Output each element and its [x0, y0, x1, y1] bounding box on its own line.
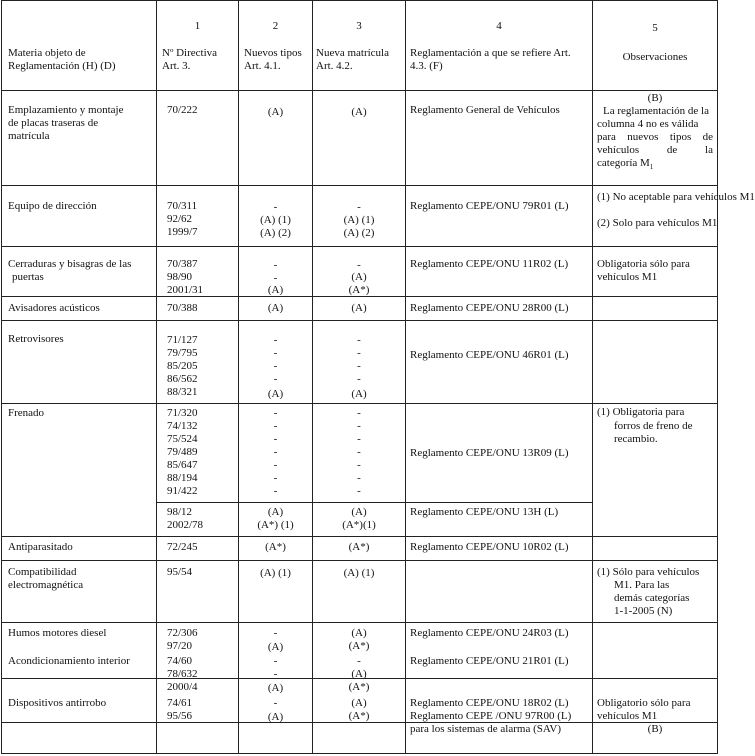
- column-number-4: 4: [496, 20, 502, 32]
- materia-line: Cerraduras y bisagras de las: [8, 258, 132, 270]
- materia-line: Avisadores acústicos: [8, 302, 100, 314]
- directiva-value: 2000/4: [167, 681, 198, 693]
- materia-line: Antiparasitado: [8, 541, 73, 553]
- nuevos-tipos-value: -: [273, 655, 278, 667]
- nuevos-tipos-value: -: [273, 272, 278, 284]
- header-line: Art. 3.: [162, 60, 191, 72]
- nuevos-tipos-value: -: [273, 433, 278, 445]
- nuevos-tipos-value: -: [273, 472, 278, 484]
- directiva-value: 71/127: [167, 334, 198, 346]
- directiva-value: 1999/7: [167, 226, 198, 238]
- nueva-matricula-value: (A*): [348, 681, 370, 693]
- nueva-matricula-value: -: [357, 360, 361, 372]
- nueva-matricula-value: (A): [351, 302, 367, 314]
- nuevos-tipos-value: (A): [267, 711, 284, 723]
- materia-line: Emplazamiento y montaje: [8, 104, 124, 116]
- directiva-value: 98/12: [167, 506, 193, 518]
- nueva-matricula-value: -: [357, 655, 361, 667]
- nueva-matricula-value: -: [357, 201, 361, 213]
- nueva-matricula-value: (A*): [348, 541, 370, 553]
- directiva-value: 2002/78: [167, 519, 204, 531]
- directiva-value: 91/422: [167, 485, 198, 497]
- directiva-value: 70/387: [167, 258, 198, 270]
- observacion-line: 1-1-2005 (N): [614, 605, 673, 617]
- nueva-matricula-value: (A*): [348, 640, 370, 652]
- column-number-5: 5: [652, 22, 658, 34]
- reglamento-value: Reglamento CEPE/ONU 21R01 (L): [410, 655, 569, 667]
- nuevos-tipos-value: -: [273, 334, 278, 346]
- nuevos-tipos-value: (A) (2): [260, 227, 291, 239]
- observacion-line: (2) Solo para vehículos M1: [597, 217, 718, 229]
- nuevos-tipos-value: -: [273, 446, 278, 458]
- observacion-line: M1. Para las: [614, 579, 670, 591]
- nuevos-tipos-value: (A): [267, 302, 284, 314]
- directiva-value: 88/321: [167, 386, 198, 398]
- materia-line: Humos motores diesel: [8, 627, 107, 639]
- nueva-matricula-value: -: [357, 446, 361, 458]
- reglamento-value: Reglamento CEPE/ONU 13R09 (L): [410, 447, 569, 459]
- observacion-line: vehículos M1: [597, 710, 658, 722]
- directiva-value: 97/20: [167, 640, 193, 652]
- nuevos-tipos-value: (A): [267, 506, 284, 518]
- nueva-matricula-value: (A): [351, 106, 367, 118]
- observacion-line: columna 4 no es válida: [597, 118, 699, 130]
- nuevos-tipos-value: (A): [267, 284, 284, 296]
- directiva-value: 72/245: [167, 541, 198, 553]
- observacion-line: vehículos M1: [597, 271, 658, 283]
- nueva-matricula-value: -: [357, 347, 361, 359]
- directiva-value: 92/62: [167, 213, 193, 225]
- nuevos-tipos-value: -: [273, 668, 278, 680]
- materia-line: Acondicionamiento interior: [8, 655, 130, 667]
- nueva-matricula-value: -: [357, 373, 361, 385]
- header-line: Reglamentación a que se refiere Art.: [410, 47, 571, 59]
- nueva-matricula-value: (A): [351, 271, 367, 283]
- observacion-line: [597, 157, 653, 170]
- directiva-value: 95/56: [167, 710, 193, 722]
- nuevos-tipos-value: -: [273, 259, 278, 271]
- materia-line: matrícula: [8, 130, 50, 142]
- materia-line: Frenado: [8, 407, 45, 419]
- materia-line: electromagnética: [8, 579, 84, 591]
- nueva-matricula-value: (A): [351, 506, 367, 518]
- nueva-matricula-value: (A): [351, 668, 367, 680]
- header-line: Nueva matrícula: [316, 47, 389, 59]
- reglamento-value: Reglamento CEPE/ONU 11R02 (L): [410, 258, 569, 270]
- nuevos-tipos-value: -: [273, 201, 278, 213]
- observacion-line: para nuevos tipos de: [597, 131, 713, 143]
- directiva-value: 98/90: [167, 271, 193, 283]
- header-line: Art. 4.1.: [244, 60, 281, 72]
- observacion-line: (1) Obligatoria para: [597, 406, 685, 418]
- header-line: Nº Directiva: [162, 47, 218, 59]
- directiva-value: 85/205: [167, 360, 198, 372]
- observacion-line: (B): [647, 723, 663, 735]
- materia-line: de placas traseras de: [8, 117, 99, 129]
- reglamento-value: para los sistemas de alarma (SAV): [410, 723, 562, 735]
- directiva-value: 78/632: [167, 668, 198, 680]
- nuevos-tipos-value: -: [273, 347, 278, 359]
- directiva-value: 74/132: [167, 420, 198, 432]
- observacion-line: (1) Sólo para vehículos: [597, 566, 700, 578]
- observacion-line: forros de freno de: [614, 420, 693, 432]
- nuevos-tipos-value: (A): [267, 641, 284, 653]
- nueva-matricula-value: -: [357, 259, 361, 271]
- nueva-matricula-value: -: [357, 472, 361, 484]
- nuevos-tipos-value: (A*): [265, 541, 286, 553]
- directiva-value: 95/54: [167, 566, 193, 578]
- directiva-value: 79/795: [167, 347, 198, 359]
- reglamento-value: Reglamento CEPE/ONU 24R03 (L): [410, 627, 569, 639]
- nuevos-tipos-value: -: [273, 627, 278, 639]
- nueva-matricula-value: (A): [351, 388, 367, 400]
- nuevos-tipos-value: (A) (1): [260, 214, 291, 226]
- directiva-value: 71/320: [167, 407, 198, 419]
- materia-line: Retrovisores: [8, 333, 64, 345]
- nuevos-tipos-value: -: [273, 420, 278, 432]
- directiva-value: 74/60: [167, 655, 193, 667]
- column-number-1: 1: [194, 20, 201, 32]
- nuevos-tipos-value: (A) (1): [260, 567, 291, 579]
- header-line: Art. 4.2.: [316, 60, 353, 72]
- directiva-value: 70/222: [167, 104, 198, 116]
- directiva-value: 79/489: [167, 446, 198, 458]
- directiva-value: 74/61: [167, 697, 193, 709]
- nuevos-tipos-value: (A): [267, 106, 284, 118]
- reglamento-value: Reglamento CEPE/ONU 10R02 (L): [410, 541, 569, 553]
- header-line: 4.3. (F): [410, 60, 443, 72]
- column-number-2: 2: [272, 20, 279, 32]
- nueva-matricula-value: (A) (1): [343, 567, 375, 579]
- nuevos-tipos-value: -: [273, 697, 278, 709]
- subscript: 1: [649, 163, 654, 172]
- header-observaciones: Observaciones: [622, 51, 688, 63]
- nuevos-tipos-value: -: [273, 407, 278, 419]
- reglamento-value: Reglamento CEPE /ONU 97R00 (L): [410, 710, 572, 722]
- observacion-line: recambio.: [614, 433, 658, 445]
- directiva-value: 2001/31: [167, 284, 204, 296]
- directiva-value: 88/194: [167, 472, 198, 484]
- nuevos-tipos-value: (A*) (1): [257, 519, 294, 531]
- observacion-line: La reglamentación de la: [603, 105, 709, 117]
- materia-line: puertas: [12, 271, 44, 283]
- directiva-value: 70/388: [167, 302, 198, 314]
- reglamento-value: Reglamento CEPE/ONU 28R00 (L): [410, 302, 569, 314]
- nueva-matricula-value: (A) (1): [343, 214, 375, 226]
- nuevos-tipos-value: (A): [267, 388, 284, 400]
- header-line: Materia objeto de: [8, 47, 86, 59]
- observacion-text: categoría M: [597, 157, 650, 169]
- observacion-line: (1) No aceptable para vehículos M1: [597, 191, 755, 203]
- nueva-matricula-value: -: [357, 433, 361, 445]
- nueva-matricula-value: (A*)(1): [342, 519, 376, 531]
- reglamento-value: Reglamento CEPE/ONU 46R01 (L): [410, 349, 569, 361]
- nuevos-tipos-value: (A): [267, 682, 284, 694]
- nueva-matricula-value: -: [357, 459, 361, 471]
- nueva-matricula-value: -: [357, 407, 361, 419]
- directiva-value: 85/647: [167, 459, 198, 471]
- nueva-matricula-value: -: [357, 334, 361, 346]
- directiva-value: 72/306: [167, 627, 198, 639]
- reglamento-value: Reglamento CEPE/ONU 18R02 (L): [410, 697, 569, 709]
- directiva-value: 70/311: [167, 200, 198, 212]
- observacion-line: demás categorías: [614, 592, 690, 604]
- observacion-line: Obligatoria sólo para: [597, 258, 690, 270]
- nueva-matricula-value: -: [357, 485, 361, 497]
- reglamento-value: Reglamento CEPE/ONU 79R01 (L): [410, 200, 569, 212]
- header-line: Nuevos tipos: [244, 47, 302, 59]
- observacion-line: vehículos de la: [597, 144, 713, 156]
- observacion-line: Obligatorio sólo para: [597, 697, 691, 709]
- nuevos-tipos-value: -: [273, 360, 278, 372]
- nueva-matricula-value: (A*): [348, 284, 370, 296]
- nueva-matricula-value: (A): [351, 627, 367, 639]
- nueva-matricula-value: (A*): [348, 710, 370, 722]
- header-line: Reglamentación (H) (D): [8, 60, 116, 72]
- materia-line: Compatibilidad: [8, 566, 77, 578]
- nuevos-tipos-value: -: [273, 485, 278, 497]
- nueva-matricula-value: (A): [351, 697, 367, 709]
- materia-line: Equipo de dirección: [8, 200, 97, 212]
- reglamento-value: Reglamento CEPE/ONU 13H (L): [410, 506, 559, 518]
- directiva-value: 86/562: [167, 373, 198, 385]
- column-number-3: 3: [356, 20, 362, 32]
- nueva-matricula-value: -: [357, 420, 361, 432]
- observacion-mark: (B): [647, 92, 663, 104]
- materia-line: Dispositivos antirrobo: [8, 697, 107, 709]
- reglamento-value: Reglamento General de Vehículos: [410, 104, 560, 116]
- nuevos-tipos-value: -: [273, 459, 278, 471]
- directiva-value: 75/524: [167, 433, 198, 445]
- nuevos-tipos-value: -: [273, 373, 278, 385]
- nueva-matricula-value: (A) (2): [343, 227, 375, 239]
